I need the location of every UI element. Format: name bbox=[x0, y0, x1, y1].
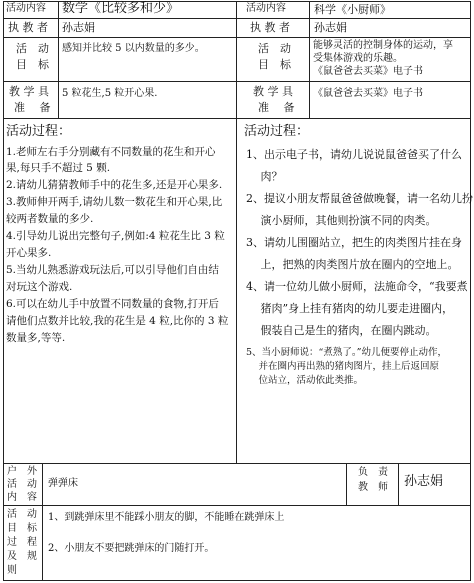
left-activity-content-label: 活动内容 bbox=[6, 3, 46, 14]
process-step: 肉？ bbox=[246, 170, 283, 183]
rule-item: 2、小朋友不要把跳弹床的门随打开。 bbox=[48, 543, 215, 554]
process-step: 较两者数量的多少. bbox=[6, 213, 94, 225]
left-activity-content-value: 数学《比较多和少》 bbox=[62, 1, 180, 16]
process-step: 5、当小厨师说：“煮熟了。”幼儿便要停止动作， bbox=[246, 347, 448, 358]
left-materials-value: 5 粒花生,5 粒开心果. bbox=[62, 88, 158, 99]
process-step: 数量多,等等. bbox=[6, 332, 66, 344]
process-step: 6.可以在幼儿手中放置不同数量的食物,打开后 bbox=[6, 298, 219, 310]
process-step: 上，把熟的肉类图片放在圈内的空地上。 bbox=[246, 258, 459, 271]
right-process-title: 活动过程： bbox=[244, 124, 310, 139]
process-step: 果,每只手不超过 5 颗. bbox=[6, 162, 111, 174]
right-teacher-label: 执 教 者 bbox=[250, 21, 290, 34]
process-step: 演小厨师，其他则扮演不同的肉类。 bbox=[246, 214, 437, 227]
process-step: 3.教师伸开两手,请幼儿数一数花生和开心果,比 bbox=[6, 196, 223, 208]
process-step: 5.当幼儿熟悉游戏玩法后,可以引导他们自由结 bbox=[6, 264, 219, 276]
left-teacher-value: 孙志娟 bbox=[62, 21, 95, 34]
right-materials-value: 《鼠爸爸去买菜》电子书 bbox=[313, 88, 423, 99]
process-step: 4、请一位幼儿做小厨师，法施命令，“我要煮 bbox=[246, 280, 468, 293]
right-activity-content-value: 科学《小厨师》 bbox=[314, 3, 391, 16]
process-step: 位站立，活动依此类推。 bbox=[246, 375, 364, 386]
process-step: 对玩这个游戏. bbox=[6, 281, 73, 293]
process-step: 1.老师左右手分别藏有不同数量的花生和开心 bbox=[6, 146, 216, 158]
left-process-title: 活动过程： bbox=[6, 124, 72, 139]
process-step: 请他们点数并比较,我的花生是 4 粒,比你的 3 粒 bbox=[6, 315, 229, 327]
responsible-teacher-value: 孙志娟 bbox=[404, 474, 444, 489]
process-step: 2.请幼儿猜猜教师手中的花生多,还是开心果多. bbox=[6, 179, 223, 191]
process-step: 3、请幼儿围圈站立，把生的肉类图片挂在身 bbox=[246, 236, 462, 249]
process-step: 1、出示电子书，请幼儿说说鼠爸爸买了什么 bbox=[246, 148, 462, 161]
left-goal-value: 感知并比较 5 以内数量的多少。 bbox=[62, 43, 205, 54]
rule-item: 1、到跳弹床里不能踩小朋友的脚，不能睡在跳弹床上 bbox=[48, 512, 285, 523]
process-step: 4.引导幼儿说出完整句子,例如:4 粒花生比 3 粒 bbox=[6, 230, 225, 242]
outdoor-activity-value: 弹弹床 bbox=[48, 478, 78, 489]
process-step: 开心果多. bbox=[6, 247, 52, 259]
process-step: 假装自己是生的猪肉，在圈内跳动。 bbox=[246, 324, 437, 337]
left-teacher-label: 执 教 者 bbox=[8, 21, 48, 34]
process-step: 并在圈内再出熟的猪肉图片，挂上后返回原 bbox=[246, 361, 440, 372]
process-step: 2、提议小朋友帮鼠爸爸做晚餐，请一名幼儿扮 bbox=[246, 192, 473, 205]
right-teacher-value: 孙志娟 bbox=[314, 21, 347, 34]
process-step: 猪肉”身上挂有猪肉的幼儿要走进圈内， bbox=[246, 302, 454, 315]
right-activity-content-label: 活动内容 bbox=[246, 3, 286, 14]
